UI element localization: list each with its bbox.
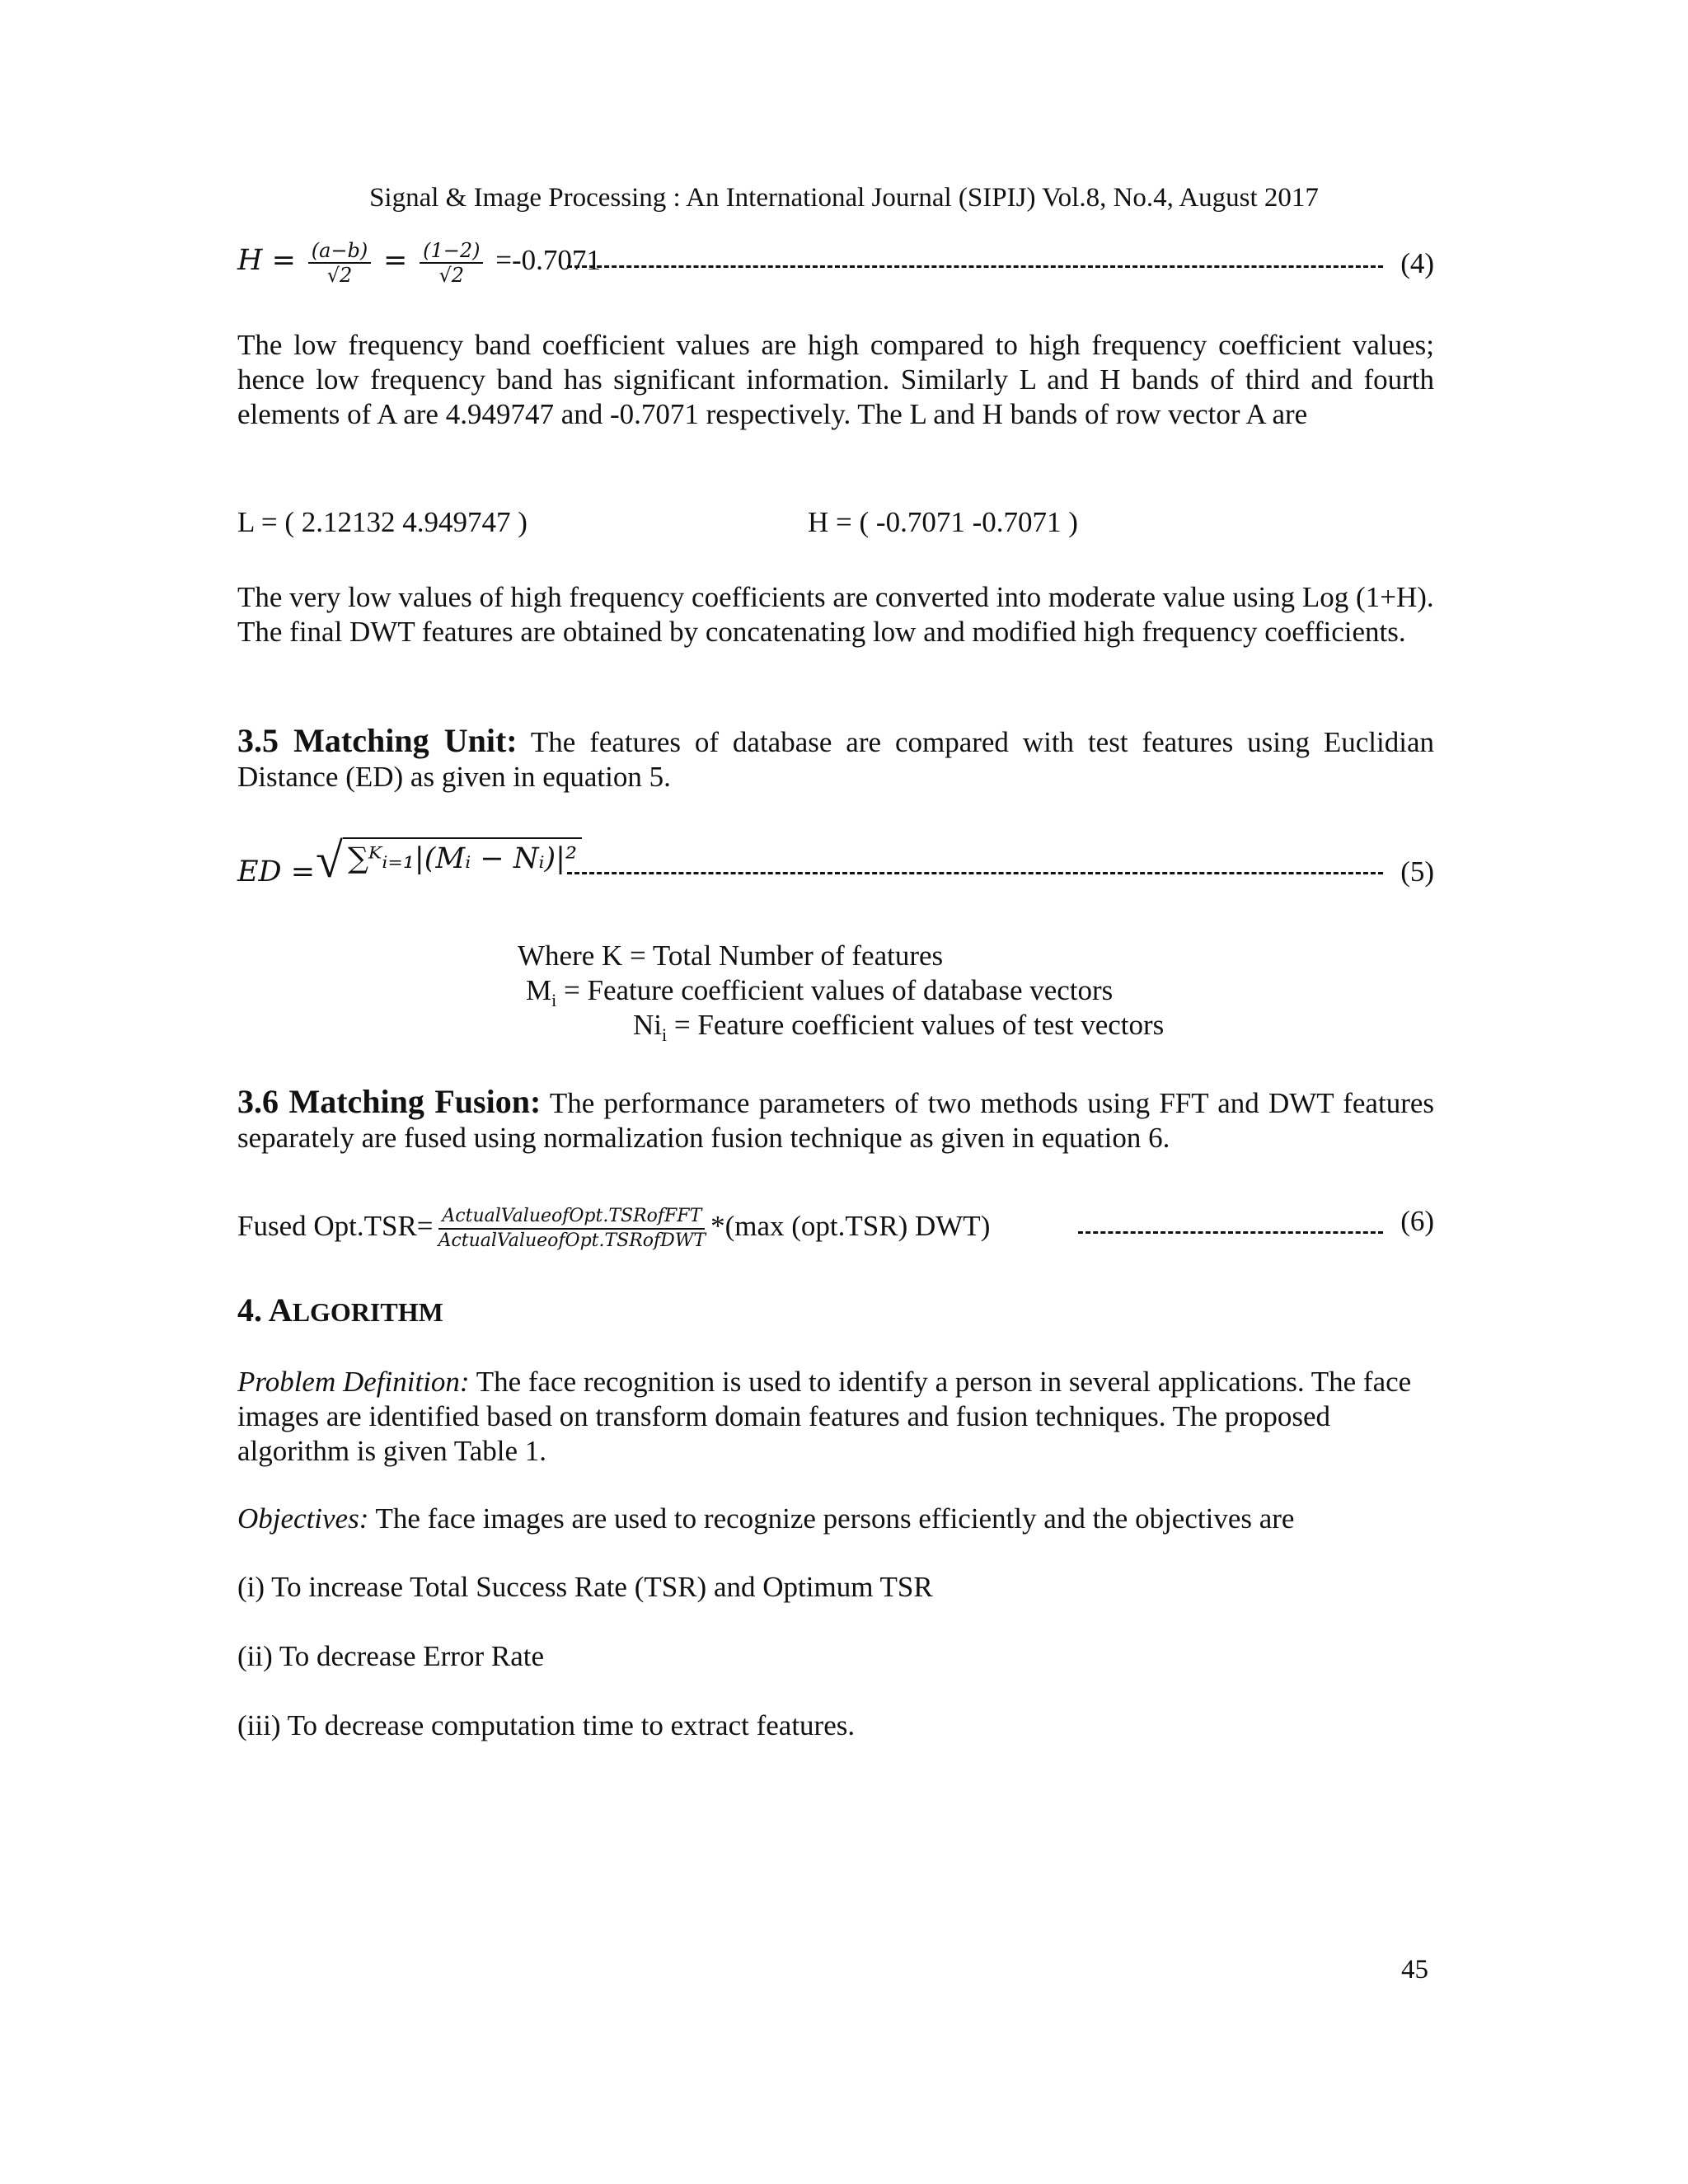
equation-6-fraction <box>435 1205 710 1253</box>
section-4-heading <box>237 1291 443 1329</box>
objective-item: (ii) To decrease Error Rate <box>237 1640 544 1672</box>
objectives-label: Objectives: <box>237 1502 369 1535</box>
square-root-icon: √ <box>316 833 343 888</box>
paragraph-log-conversion-text: The very low values of high frequency coefficients are converted into moderate value using Log (1+H). The final DWT features are obtained by concatenating low and modified high frequency coefficients. <box>237 581 1434 648</box>
equation-6-rhs: *(max (opt.TSR) DWT) <box>710 1210 991 1243</box>
equation-5-lhs: ED = <box>237 855 316 888</box>
equation-6-number: (6) <box>1400 1205 1434 1237</box>
equation-5-root <box>316 832 582 889</box>
objectives-paragraph <box>237 1502 1434 1536</box>
equation-6 <box>237 1187 1434 1261</box>
section-4-heading-rest: LGORITHM <box>292 1297 443 1327</box>
equation-6-fraction-denominator: ActualValueofOpt.TSRofDWT <box>438 1230 706 1251</box>
paragraph-low-frequency <box>237 328 1434 432</box>
equation-6-lhs: Fused Opt.TSR= <box>237 1210 434 1243</box>
problem-definition <box>237 1365 1434 1469</box>
paragraph-log-conversion <box>237 580 1434 649</box>
problem-definition-label: Problem Definition: <box>237 1366 470 1398</box>
where-line-m <box>526 974 1113 1011</box>
equation-4-fraction-1-denominator: √2 <box>326 264 353 287</box>
page-number: 45 <box>1401 1955 1428 1985</box>
equation-4-fraction-2-denominator: √2 <box>438 264 465 287</box>
equation-5 <box>237 832 1434 915</box>
equation-4-leader <box>567 262 1383 268</box>
equation-4-expression <box>237 239 601 287</box>
running-head: Signal & Image Processing : An International Journal (SIPIJ) Vol.8, No.4, August 2017 <box>369 183 1319 213</box>
where-line-n-subscript: i <box>662 1024 668 1045</box>
equation-4-fraction-2 <box>420 239 483 287</box>
section-3-5 <box>237 724 1434 794</box>
problem-definition-text: The face recognition is used to identify a person in several applications. The face images are identified based on transform domain features and fusion techniques. The proposed algorithm is given Table 1. <box>237 1366 1412 1467</box>
h-band-vector: H = ( -0.7071 -0.7071 ) <box>808 506 1078 538</box>
equation-4-result: =-0.7071 <box>495 244 601 277</box>
section-3-5-paragraph <box>237 724 1434 794</box>
equation-4-fraction-1-numerator: (a−b) <box>308 239 372 264</box>
equation-4-equals: = <box>383 244 408 278</box>
where-line-m-subscript: i <box>551 990 557 1010</box>
equation-5-radicand: ∑ᴷᵢ₌₁|(Mᵢ − Nᵢ)|² <box>343 837 582 875</box>
objective-item: (iii) To decrease computation time to extract features. <box>237 1709 856 1741</box>
where-line-n <box>633 1009 1164 1046</box>
where-line-k: Where K = Total Number of features <box>518 940 944 972</box>
section-4-heading-initial: 4. A <box>237 1291 293 1329</box>
section-3-6-heading: 3.6 Matching Fusion: <box>237 1083 542 1120</box>
equation-5-number: (5) <box>1400 855 1434 888</box>
section-3-5-text: The features of database are compared with test features using Euclidian Distance (ED) as given in equation 5. <box>237 726 1434 793</box>
where-line-m-definition: = Feature coefficient values of database vectors <box>556 974 1114 1006</box>
section-3-6 <box>237 1085 1434 1155</box>
equation-6-fraction-numerator: ActualValueofOpt.TSRofFFT <box>438 1205 705 1230</box>
where-line-n-definition: = Feature coefficient values of test vectors <box>667 1009 1165 1041</box>
l-band-vector: L = ( 2.12132 4.949747 ) <box>237 506 528 538</box>
objectives <box>237 1502 1434 1536</box>
equation-4-number: (4) <box>1400 247 1434 279</box>
equation-4-lhs: H = <box>237 244 296 278</box>
where-line-m-symbol: M <box>526 974 552 1006</box>
section-3-6-paragraph <box>237 1085 1434 1155</box>
equation-6-expression <box>237 1205 990 1253</box>
equation-5-leader <box>567 869 1383 874</box>
paragraph-low-frequency-text: The low frequency band coefficient values are high compared to high frequency coefficient values; hence low frequency band has significant information. Similarly L and H bands of third and fourth elements of A are 4.949747 and -0.7071 respectively. The L and H bands of row vector A are <box>237 329 1434 430</box>
equation-4-fraction-2-numerator: (1−2) <box>420 239 483 264</box>
problem-definition-paragraph <box>237 1365 1434 1469</box>
equation-4 <box>237 239 1434 305</box>
section-3-5-heading: 3.5 Matching Unit: <box>237 722 518 759</box>
equation-4-fraction-1 <box>308 239 372 287</box>
section-3-6-text: The performance parameters of two methods using FFT and DWT features separately are fused using normalization fusion technique as given in equation 6. <box>237 1087 1435 1154</box>
objectives-text: The face images are used to recognize persons efficiently and the objectives are <box>368 1502 1295 1535</box>
equation-6-leader <box>1078 1228 1383 1234</box>
objective-item: (i) To increase Total Success Rate (TSR) and Optimum TSR <box>237 1571 933 1603</box>
where-line-n-symbol: Ni <box>633 1009 662 1041</box>
